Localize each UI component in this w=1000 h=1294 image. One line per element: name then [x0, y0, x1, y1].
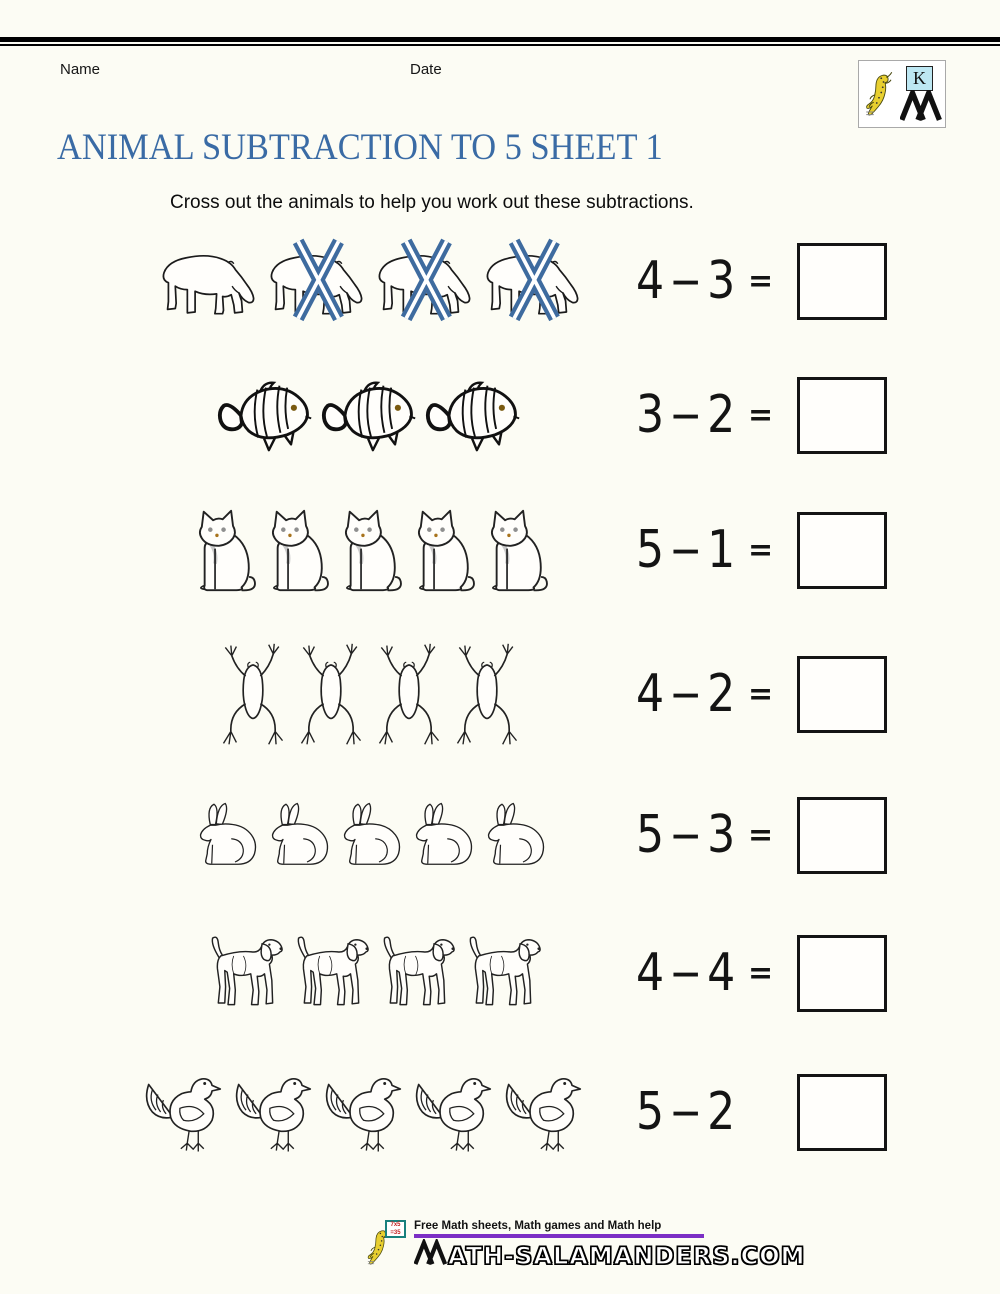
frog-image[interactable]	[371, 641, 447, 748]
bird-image[interactable]	[145, 1069, 235, 1155]
equation	[636, 225, 735, 337]
board-text: =35	[390, 1229, 401, 1236]
problem-row	[0, 494, 1000, 606]
cross-mark	[287, 234, 350, 326]
equation	[636, 1056, 735, 1168]
problem-row	[0, 917, 1000, 1029]
equals-sign: =	[748, 397, 774, 433]
equation	[636, 359, 735, 471]
problem-row	[0, 638, 1000, 750]
footer	[0, 1220, 1000, 1272]
minuend: 4	[636, 943, 665, 1003]
minuend: 5	[636, 520, 665, 580]
brand-m-icon	[414, 1239, 448, 1268]
answer-box[interactable]	[797, 512, 887, 589]
bird-image[interactable]	[415, 1069, 505, 1155]
board-text: 7x5	[390, 1222, 401, 1228]
equals-sign: =	[748, 263, 774, 299]
bear-image[interactable]	[476, 244, 588, 318]
minuend: 4	[636, 251, 665, 311]
minus-sign: −	[669, 667, 702, 721]
minus-sign: −	[669, 254, 702, 308]
footer-divider	[414, 1234, 704, 1238]
footer-tagline: Free Math sheets, Math games and Math help	[414, 1220, 662, 1232]
subtrahend: 2	[707, 1082, 736, 1142]
subtrahend: 3	[707, 251, 736, 311]
minus-sign: −	[669, 523, 702, 577]
bird-image[interactable]	[325, 1069, 415, 1155]
bear-image[interactable]	[368, 244, 480, 318]
cat-image[interactable]	[188, 507, 261, 594]
site-logo	[858, 60, 946, 128]
brand-text: ATH-SALAMANDERS.COM	[448, 1241, 806, 1270]
bear-image[interactable]	[152, 244, 264, 318]
problem-row	[0, 779, 1000, 891]
bird-image[interactable]	[235, 1069, 325, 1155]
salamander-icon	[864, 65, 894, 123]
animal-group	[110, 917, 630, 1029]
problem-row	[0, 359, 1000, 471]
rabbit-image[interactable]	[334, 793, 406, 877]
problem-row	[0, 1056, 1000, 1168]
animal-group	[110, 494, 630, 606]
bird-image[interactable]	[505, 1069, 595, 1155]
answer-box[interactable]	[797, 243, 887, 320]
footer-logo	[366, 1220, 410, 1272]
math-board-icon	[385, 1220, 406, 1238]
equals-sign: =	[748, 532, 774, 568]
answer-box[interactable]	[797, 656, 887, 733]
animal-group	[110, 638, 630, 750]
frog-image[interactable]	[293, 641, 369, 748]
cross-mark	[503, 234, 566, 326]
frog-image[interactable]	[449, 641, 525, 748]
problem-row	[0, 225, 1000, 337]
cross-mark	[395, 234, 458, 326]
animal-group	[110, 779, 630, 891]
minuend: 5	[636, 1082, 665, 1142]
minuend: 3	[636, 385, 665, 445]
k-badge: K	[906, 66, 933, 91]
fish-image[interactable]	[424, 377, 524, 454]
cat-image[interactable]	[261, 507, 334, 594]
dog-image[interactable]	[284, 927, 370, 1019]
bear-image[interactable]	[260, 244, 372, 318]
equals-sign: =	[748, 676, 774, 712]
minus-sign: −	[669, 946, 702, 1000]
page-title: ANIMAL SUBTRACTION TO 5 SHEET 1	[57, 127, 663, 168]
answer-box[interactable]	[797, 935, 887, 1012]
cat-image[interactable]	[480, 507, 553, 594]
date-label: Date	[410, 61, 442, 78]
minus-sign: −	[669, 1085, 702, 1139]
instruction-text: Cross out the animals to help you work out these subtractions.	[170, 192, 694, 213]
dog-image[interactable]	[456, 927, 542, 1019]
animal-group	[110, 225, 630, 337]
subtrahend: 3	[707, 805, 736, 865]
subtrahend: 2	[707, 664, 736, 724]
equals-sign: =	[748, 955, 774, 991]
equation	[636, 638, 735, 750]
subtrahend: 1	[707, 520, 736, 580]
answer-box[interactable]	[797, 377, 887, 454]
dog-image[interactable]	[370, 927, 456, 1019]
dog-image[interactable]	[198, 927, 284, 1019]
equation	[636, 917, 735, 1029]
frog-image[interactable]	[215, 641, 291, 748]
top-divider	[0, 37, 1000, 46]
equation	[636, 779, 735, 891]
name-label: Name	[60, 61, 101, 78]
minus-sign: −	[669, 388, 702, 442]
rabbit-image[interactable]	[262, 793, 334, 877]
cat-image[interactable]	[407, 507, 480, 594]
fish-image[interactable]	[320, 377, 420, 454]
animal-group	[110, 1056, 630, 1168]
subtrahend: 4	[707, 943, 736, 1003]
answer-box[interactable]	[797, 797, 887, 874]
minuend: 5	[636, 805, 665, 865]
m-logo-icon	[900, 90, 943, 123]
subtrahend: 2	[707, 385, 736, 445]
animal-group	[110, 359, 630, 471]
equation	[636, 494, 735, 606]
rabbit-image[interactable]	[478, 793, 550, 877]
minus-sign: −	[669, 808, 702, 862]
minuend: 4	[636, 664, 665, 724]
cat-image[interactable]	[334, 507, 407, 594]
answer-box[interactable]	[797, 1074, 887, 1151]
footer-brand	[414, 1239, 806, 1270]
fish-image[interactable]	[216, 377, 316, 454]
rabbit-image[interactable]	[190, 793, 262, 877]
rabbit-image[interactable]	[406, 793, 478, 877]
equals-sign: =	[748, 817, 774, 853]
